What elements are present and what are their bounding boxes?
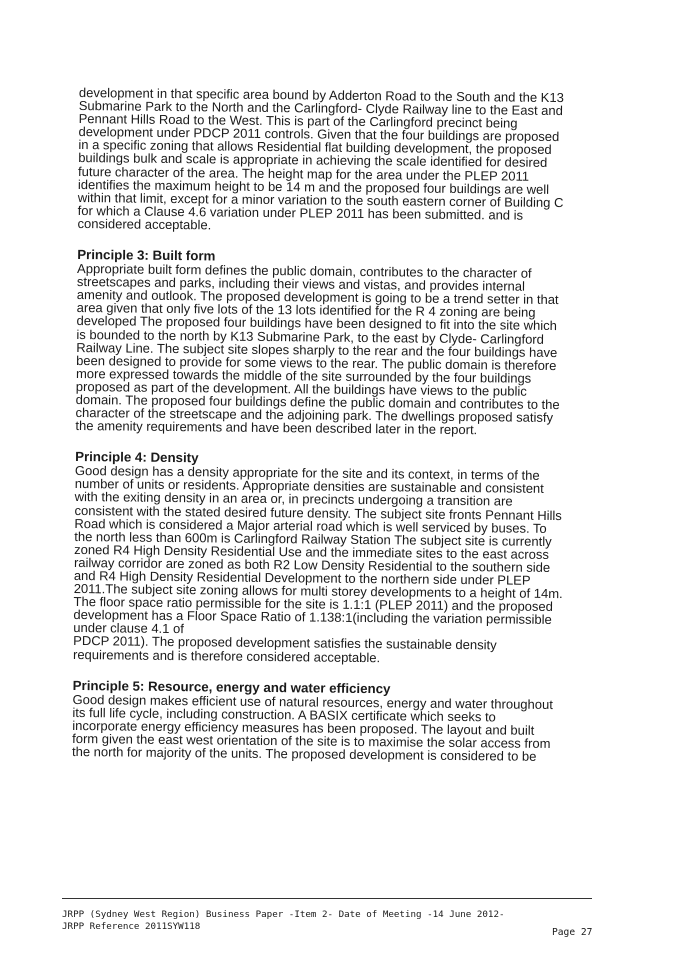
section-heading-built-form: Principle 3: Built form bbox=[77, 247, 216, 264]
footer bbox=[62, 909, 602, 932]
footer-reference-line: JRPP Reference 2011SYW118 bbox=[62, 920, 201, 932]
body-text bbox=[72, 86, 604, 764]
footer-divider bbox=[62, 898, 592, 899]
section-text-resource-efficiency: Good design makes efficient use of natural resources, energy and water throughout its full life cycle, including construction. A BASIX certificate which seeks to incorporate energy efficiency measures has been proposed. The layout and built form given the east west orientation of the site is to maximise the solar access from the north for majority of the units. The proposed development is considered to be bbox=[71, 691, 553, 764]
section-heading-density: Principle 4: Density bbox=[75, 449, 199, 466]
section-text-built-form: Appropriate built form defines the public domain, contributes to the character of streetscapes and parks, including their views and vistas, and provides internal amenity and outlook. The proposed development is going to be a trend setter in that area given that only five lots of the 13 lots identified for the R 4 zoning are being developed The proposed four buildings have been designed to fit into the site which is bounded to the north by K13 Submarine Park, to the east by Clyde- Carlingford Railway Line. The subject site slopes sharply to the rear and the four buildings have been designed to provide for some views to the rear. The public domain is therefore more expressed towards the middle of the site surrounded by the four buildings proposed as part of the development. All the buildings have views to the public domain. The proposed four buildings define the public domain and contributes to the character of the streetscape and the adjoining park. The dwellings proposed satisfy the amenity requirements and have been described later in the report. bbox=[75, 261, 560, 438]
footer-business-paper-line: JRPP (Sydney West Region) Business Paper -Item 2- Date of Meeting -14 June 2012- bbox=[62, 909, 505, 920]
page-number: Page 27 bbox=[552, 927, 593, 938]
section-text-density: Good design has a density appropriate for the site and its context, in terms of the number of units or residents. Appropriate densities are sustainable and consistent with the exiting density in an area or, in precincts undergoing a transition are consistent with the stated desired future density. The subject site fronts Pennant Hills Road which is considered a Major arterial road which is well serviced by buses. To the north less than 600m is Carlingford Railway Station The subject site is currently zoned R4 High Density Residential Use and the immediate sites to the east across railway corridor are zoned as both R2 Low Density Residential to the southern side and R4 High Density Residential Development to the northern side under PLEP 2011.The subject site zoning allows for multi storey developments to a height of 14m. The floor space ratio permissible for the site is 1.1:1 (PLEP 2011) and the proposed development has a Floor Space Ratio of 1.138:1(including the variation permissible under clause 4.1 of PDCP 2011). The proposed development satisfies the sustainable density requirements and is therefore considered acceptable. bbox=[72, 463, 563, 665]
section-heading-resource-efficiency: Principle 5: Resource, energy and water efficiency bbox=[72, 677, 391, 696]
intro-paragraph: development in that specific area bound by Adderton Road to the South and the K13 Submarine Park to the North and the Carlingford- Clyde Railway line to the East and Pennant Hills Road to the West. This is part of the Carlingford precinct being development under PDCP 2011 controls. Given that the four buildings are proposed in a specific zoning that allows Residential flat building development, the proposed buildings bulk and scale is appropriate in achieving the scale identified for desired future character of the area. The height map for the area under the PLEP 2011 identifies the maximum height to be 14 m and the proposed four buildings are well within that limit, except for a minor variation to the south eastern corner of Building C for which a Clause 4.6 variation under PLEP 2011 has been submitted. and is considered acceptable. bbox=[77, 85, 564, 233]
